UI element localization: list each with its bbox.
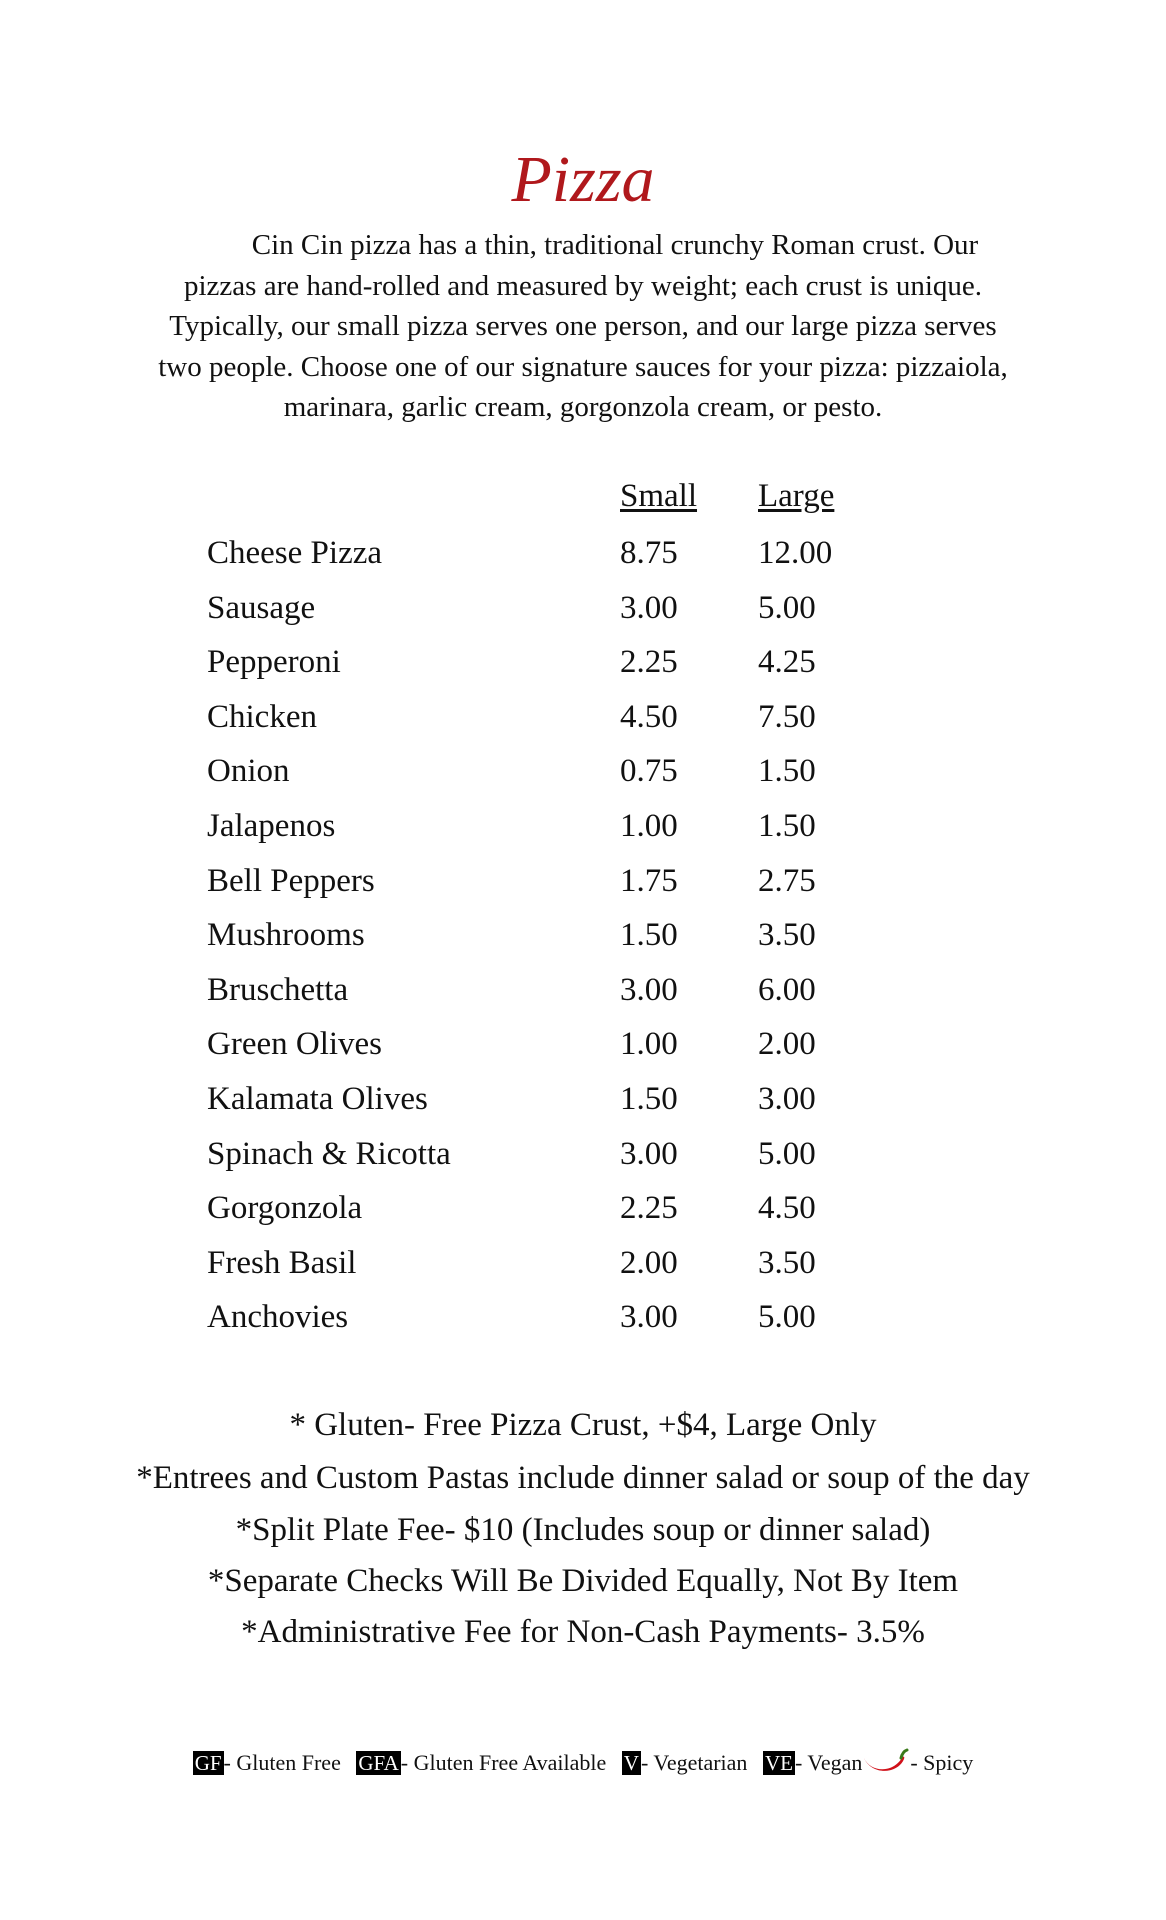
table-row	[207, 588, 907, 643]
price-small: 2.00	[620, 1244, 678, 1281]
item-name: Mushrooms	[207, 917, 365, 954]
note-split-plate: *Split Plate Fee- $10 (Includes soup or dinner salad)	[235, 1512, 931, 1548]
price-small: 4.50	[620, 698, 678, 735]
ve-badge: VE	[764, 1751, 793, 1775]
price-large: 5.00	[758, 1299, 816, 1336]
price-small: 8.75	[620, 535, 678, 571]
item-name: Fresh Basil	[207, 1244, 357, 1281]
chili-pepper-icon	[862, 1748, 910, 1776]
footnotes	[0, 1405, 1166, 1663]
legend-v	[622, 1750, 748, 1775]
column-header-small: Small	[620, 478, 698, 514]
price-small: 3.00	[620, 1299, 678, 1336]
price-large: 7.50	[758, 698, 816, 735]
table-row	[207, 915, 907, 970]
price-small: 3.00	[620, 589, 678, 626]
v-label: - Vegetarian	[640, 1750, 748, 1775]
price-large: 1.50	[758, 753, 816, 790]
price-small: 3.00	[620, 971, 678, 1008]
table-row	[207, 861, 907, 916]
legend-ve	[763, 1750, 862, 1775]
price-large: 6.00	[758, 971, 816, 1008]
item-name: Onion	[207, 753, 290, 790]
price-large: 3.50	[758, 917, 816, 954]
price-large: 4.25	[758, 644, 816, 681]
item-name: Jalapenos	[207, 807, 336, 844]
legend-gfa	[356, 1750, 606, 1775]
item-name: Sausage	[207, 589, 316, 626]
price-small: 1.00	[620, 807, 678, 844]
item-name: Gorgonzola	[207, 1190, 363, 1227]
table-row	[207, 970, 907, 1025]
price-large: 5.00	[758, 589, 816, 626]
table-row	[207, 751, 907, 806]
item-name: Green Olives	[207, 1026, 383, 1063]
price-small: 3.00	[620, 1135, 678, 1172]
note-entrees: *Entrees and Custom Pastas include dinner salad or soup of the day	[136, 1460, 1030, 1496]
note-admin-fee: *Administrative Fee for Non-Cash Payments- 3.5%	[241, 1614, 925, 1650]
legend-gf	[193, 1750, 341, 1775]
gf-badge: GF	[194, 1751, 222, 1775]
price-large: 2.75	[758, 862, 816, 899]
price-large: 5.00	[758, 1135, 816, 1172]
table-row	[207, 533, 907, 588]
price-rows	[207, 533, 907, 1352]
price-small: 1.75	[620, 862, 678, 899]
ve-label: - Vegan	[794, 1750, 863, 1775]
item-name: Spinach & Ricotta	[207, 1135, 451, 1172]
price-small: 1.00	[620, 1026, 678, 1063]
note-separate-checks: *Separate Checks Will Be Divided Equally, Not By Item	[207, 1563, 959, 1599]
price-small: 0.75	[620, 753, 678, 790]
item-name: Cheese Pizza	[207, 535, 383, 571]
price-small: 2.25	[620, 644, 678, 681]
price-large: 1.50	[758, 807, 816, 844]
item-name: Bell Peppers	[207, 862, 375, 899]
gfa-badge: GFA	[358, 1751, 399, 1775]
column-header-large: Large	[758, 478, 835, 514]
item-name: Anchovies	[207, 1299, 349, 1336]
gf-label: - Gluten Free	[223, 1750, 341, 1775]
gfa-label: - Gluten Free Available	[400, 1750, 607, 1775]
item-name: Chicken	[207, 698, 317, 735]
price-small: 2.25	[620, 1190, 678, 1227]
table-row	[207, 697, 907, 752]
table-row	[207, 1188, 907, 1243]
item-name: Bruschetta	[207, 971, 349, 1008]
spicy-label: - Spicy	[910, 1750, 974, 1775]
table-row	[207, 1024, 907, 1079]
note-gluten-free-crust: * Gluten- Free Pizza Crust, +$4, Large Only	[289, 1407, 877, 1443]
item-name: Kalamata Olives	[207, 1080, 428, 1117]
price-large: 3.00	[758, 1080, 816, 1117]
intro-paragraph: Cin Cin pizza has a thin, traditional crunchy Roman crust. Our pizzas are hand-rolled and measured by weight; each crust is unique. Typically, our small pizza serves one person, and our large pizza serves two people. Choose one of our signature sauces for your pizza: pizzaiola, marinara, garlic cream, gorgonzola cream, or pesto.	[158, 229, 1008, 423]
item-name: Pepperoni	[207, 644, 341, 681]
price-large: 4.50	[758, 1190, 816, 1227]
table-row	[207, 1243, 907, 1298]
table-row	[207, 1079, 907, 1134]
table-row	[207, 1134, 907, 1189]
price-large: 3.50	[758, 1244, 816, 1281]
page-title: Pizza	[511, 143, 655, 216]
table-row	[207, 642, 907, 697]
price-large: 12.00	[758, 535, 833, 571]
dietary-legend	[0, 1748, 1166, 1778]
table-row	[207, 1297, 907, 1352]
table-row	[207, 806, 907, 861]
price-small: 1.50	[620, 917, 678, 954]
v-badge: V	[623, 1751, 639, 1775]
price-small: 1.50	[620, 1080, 678, 1117]
price-large: 2.00	[758, 1026, 816, 1063]
